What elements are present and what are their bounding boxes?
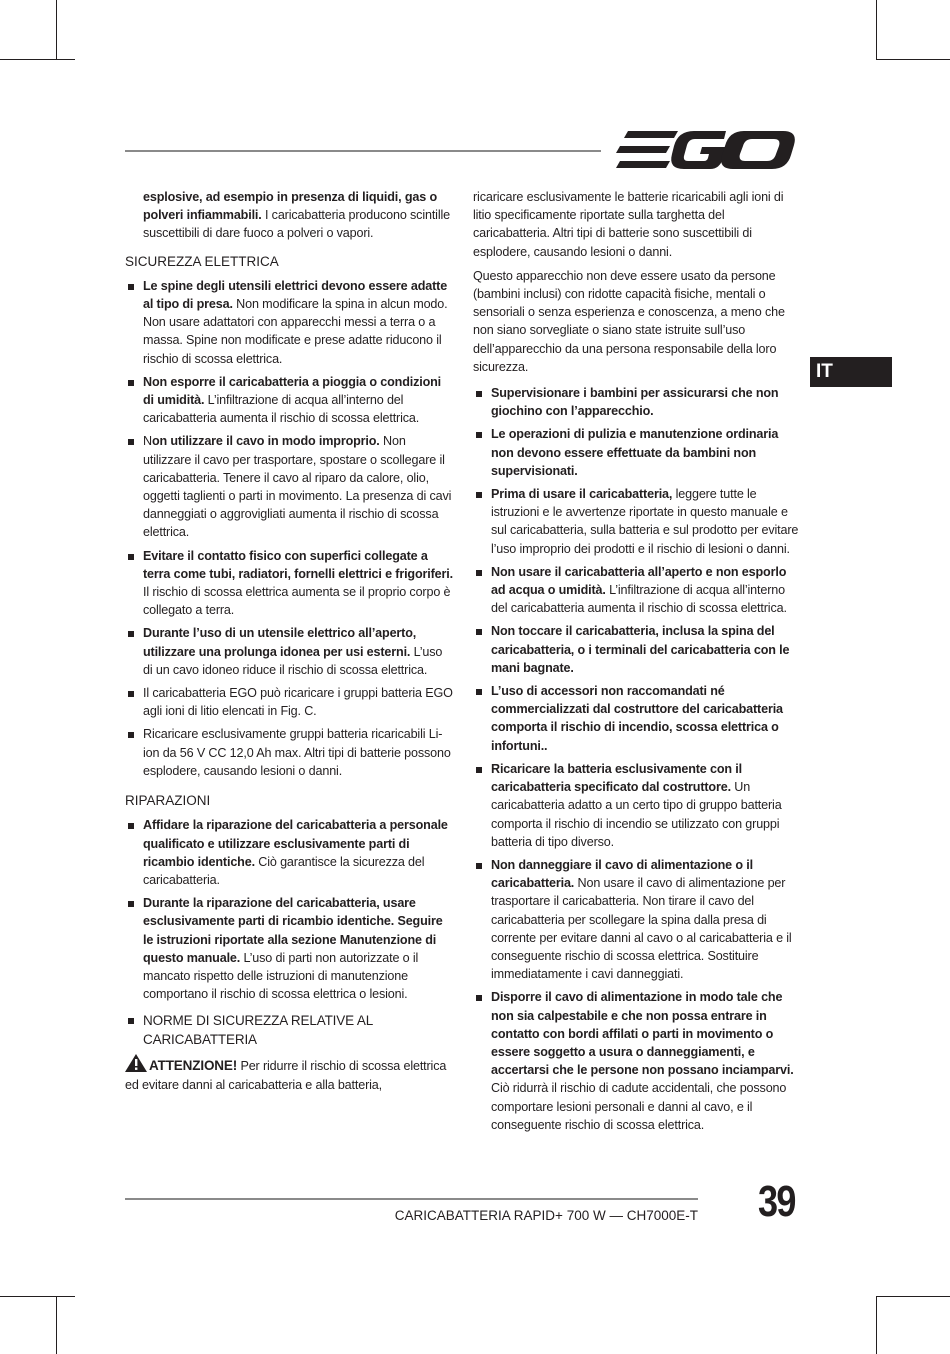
list-item bbox=[125, 373, 455, 428]
footer-rule bbox=[125, 1198, 698, 1200]
item-bold: Durante l’uso di un utensile elettrico all’aperto, utilizzare una prolunga idonea per usi esterni. bbox=[143, 626, 417, 659]
paragraph: ricaricare esclusivamente le batterie ricaricabili agli ioni di litio specificamente riportate sulla targhetta del caricabatteria. Altri tipi di batterie sono suscettibili di esplodere, causando lesioni o danni. bbox=[473, 190, 784, 259]
list-item bbox=[473, 988, 801, 1134]
list-item bbox=[473, 485, 801, 558]
item-bold: Le operazioni di pulizia e manutenzione ordinaria non devono essere effettuate da bambini non supervisionati. bbox=[491, 427, 779, 478]
item-bold: Disporre il cavo di alimentazione in modo tale che non sia calpestabile e che non possa entrare in contatto con bordi affilati o parti in movimento o essere soggetto a usura o danneggiamenti, e accertarsi che le persone non possano inciamparvi. bbox=[491, 990, 794, 1078]
item-text: Non modificare la spina in alcun modo. Non usare adattatori con apparecchi messi a terra o a massa. Spine non modificate e prese adatte riducono il rischio di scossa elettrica. bbox=[143, 297, 448, 366]
intro-paragraph bbox=[125, 188, 455, 243]
item-text: L’uso di parti non autorizzate o il mancato rispetto delle istruzioni di manutenzione comportano il rischio di scossa elettrica o lesioni. bbox=[143, 950, 419, 1002]
item-text: Il rischio di scossa elettrica aumenta se il proprio corpo è collegato a terra. bbox=[143, 585, 451, 618]
item-bold: Affidare la riparazione del caricabatteria a personale qualificato e utilizzare esclusivamente parti di ricambio identiche. bbox=[143, 818, 448, 869]
item-bold: Ricaricare la batteria esclusivamente con il caricabatteria specificato dal costruttore. bbox=[491, 761, 743, 795]
item-text: Non usare il cavo di alimentazione per trasportare il caricabatteria. Non tirare il cavo del caricabatteria per scollegare la spina dalla presa di corrente per evitare danni al cavo o al caricabatteria e il conseguente rischio di scossa elettrica. Sostituire immediatamente i cavi danneggiati. bbox=[491, 876, 792, 982]
list-item bbox=[125, 684, 455, 720]
warning-triangle-icon bbox=[125, 1054, 147, 1072]
item-text: leggere tutte le istruzioni e le avvertenze riportate in questo manuale e sul caricabatteria, sulla batteria e sul prodotto per evitare l’uso improprio dei prodotti e il rischio di lesioni o danni. bbox=[491, 487, 799, 556]
section-heading-electrical-safety: SICUREZZA ELETTRICA bbox=[125, 253, 279, 269]
list-item bbox=[125, 894, 455, 1003]
item-bold: Non toccare il caricabatteria, inclusa la spina del caricabatteria, o i terminali del caricabatteria con le mani bagnate. bbox=[491, 624, 790, 675]
paragraph: Questo apparecchio non deve essere usato da persone (bambini inclusi) con ridotte capacità fisiche, mentali o sensoriali o senza esperienza e conoscenza, a meno che non siano sorvegliate o siano state istruite sull’uso dell’apparecchio da una persona responsabile della loro sicurezza. bbox=[473, 268, 785, 374]
list-item bbox=[125, 725, 455, 780]
list-item bbox=[473, 622, 801, 677]
item-text: L’infiltrazione di acqua all’interno del caricabatteria aumenta il rischio di scossa elettrica. bbox=[491, 583, 787, 616]
list-item bbox=[473, 682, 801, 755]
list-item bbox=[473, 384, 801, 420]
item-text: Ciò ridurrà il rischio di cadute accidentali, che possono comportare lesioni personali e danni al cavo, e il conseguente rischio di scossa elettrica. bbox=[491, 1081, 787, 1132]
item-bold: Evitare il contatto fisico con superfici collegate a terra come tubi, radiatori, fornelli elettrici e frigoriferi. bbox=[143, 548, 453, 581]
intro-bold-text: esplosive, ad esempio in presenza di liquidi, gas o polveri infiammabili. bbox=[143, 190, 437, 223]
footer-title: CARICABATTERIA RAPID+ 700 W — CH7000E-T bbox=[394, 1208, 698, 1223]
list-item bbox=[473, 425, 801, 480]
list-item bbox=[473, 563, 801, 618]
item-text: Ciò garantisce la sicurezza del caricabatteria. bbox=[143, 854, 425, 887]
warning-text: Per ridurre il rischio di scossa elettrica ed evitare danni al caricabatteria e alla batteria, bbox=[125, 1059, 447, 1092]
list-item bbox=[125, 816, 455, 889]
warning-paragraph bbox=[125, 1054, 455, 1093]
crop-mark bbox=[876, 0, 877, 60]
crop-mark bbox=[56, 1296, 57, 1354]
crop-mark bbox=[876, 1296, 877, 1354]
section-heading-repairs: RIPARAZIONI bbox=[125, 793, 211, 809]
item-bold: L’uso di accessori non raccomandati né commercializzati dal costruttore del caricabatteria comporta il rischio di incendio, scossa elettrica o infortuni.. bbox=[491, 684, 783, 753]
crop-mark bbox=[0, 1296, 75, 1297]
item-text: Ricaricare esclusivamente gruppi batteria ricaricabili Li-ion da 56 V CC 12,0 Ah max. Altri tipi di batterie possono esplodere, causando lesioni o danni. bbox=[143, 727, 451, 778]
item-text: L’infiltrazione di acqua all’interno del caricabatteria aumenta il rischio di scossa elettrica. bbox=[143, 393, 420, 426]
item-text: L’uso di un cavo idoneo riduce il rischio di scossa elettrica. bbox=[143, 644, 443, 677]
crop-mark bbox=[0, 59, 75, 60]
page-number: 39 bbox=[758, 1177, 795, 1226]
crop-mark bbox=[876, 59, 950, 60]
item-bold: Prima di usare il caricabatteria, bbox=[491, 487, 673, 502]
item-bold: Le spine degli utensili elettrici devono essere adatte al tipo di presa. bbox=[143, 278, 448, 312]
right-column bbox=[473, 188, 801, 1139]
item-text: Un caricabatteria adatto a un certo tipo di gruppo batteria comporta il rischio di incendio se utilizzato con gruppi batteria di tipo diverso. bbox=[491, 780, 782, 849]
list-item bbox=[473, 856, 801, 983]
list-item bbox=[125, 547, 455, 620]
left-column bbox=[125, 188, 455, 1100]
intro-text: I caricabatteria producono scintille suscettibili di dare fuoco a polveri o vapori. bbox=[143, 208, 450, 241]
header-rule bbox=[125, 150, 601, 152]
list-item bbox=[125, 432, 455, 541]
item-text: Il caricabatteria EGO può ricaricare i gruppi batteria EGO agli ioni di litio elencati in Fig. C. bbox=[143, 686, 453, 719]
list-item bbox=[125, 277, 455, 368]
item-bold: Non esporre il caricabatteria a pioggia o condizioni di umidità. bbox=[143, 374, 442, 408]
item-bold: Durante la riparazione del caricabatteria, usare esclusivamente parti di ricambio identiche. Seguire le istruzioni riportate alla sezione Manutenzione di questo manuale. bbox=[143, 896, 443, 965]
warning-title: ATTENZIONE! bbox=[149, 1058, 238, 1074]
item-bold: Non danneggiare il cavo di alimentazione o il caricabatteria. bbox=[491, 857, 753, 891]
crop-mark bbox=[876, 1296, 950, 1297]
list-item bbox=[125, 624, 455, 679]
ego-logo bbox=[616, 128, 800, 172]
item-bold: Non usare il caricabatteria all’aperto e non esporlo ad acqua o umidità. bbox=[491, 564, 787, 598]
item-prefix: N bbox=[143, 434, 152, 449]
item-bold: on utilizzare il cavo in modo improprio. bbox=[151, 434, 380, 449]
item-text: Non utilizzare il cavo per trasportare, spostare o scollegare il caricabatteria. Tenere il cavo al riparo da calore, olio, oggetti taglienti o parti in movimento. La presenza di cavi danneggiati o aggrovigliati aumenta il rischio di scossa elettrica. bbox=[143, 434, 452, 540]
list-item bbox=[473, 760, 801, 851]
language-tab: IT bbox=[810, 357, 892, 387]
crop-mark bbox=[56, 0, 57, 60]
section-heading-charger-safety: NORME DI SICUREZZA RELATIVE AL CARICABATTERIA bbox=[125, 1011, 455, 1049]
item-bold: Supervisionare i bambini per assicurarsi che non giochino con l’apparecchio. bbox=[491, 386, 779, 419]
